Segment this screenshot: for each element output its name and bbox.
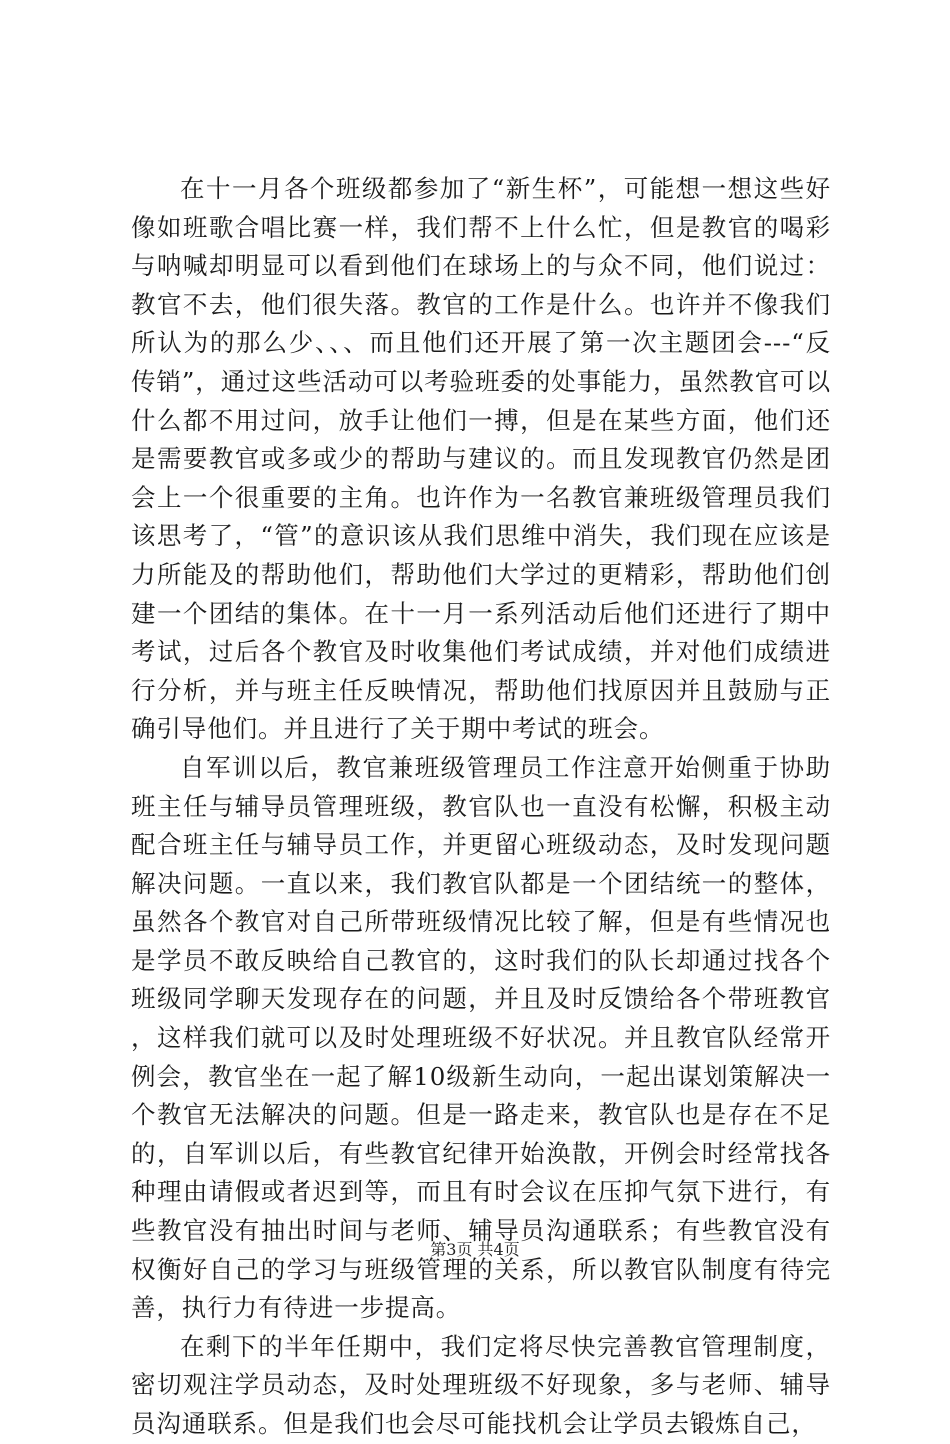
paragraph-2: 自军训以后，教官兼班级管理员工作注意开始侧重于协助班主任与辅导员管理班级，教官队也一直没有松懈，积极主动配合班主任与辅导员工作，并更留心班级动态，及时发现问题解决问题。一直以来，我们教官队都是一个团结统一的整体，虽然各个教官对自己所带班级情况比较了解，但是有些情况也是学员不敢反映给自己教官的，这时我们的队长却通过找各个班级同学聊天发现存在的问题，并且及时反馈给各个带班教官，这样我们就可以及时处理班级不好状况。并且教官队经常开例会，教官坐在一起了解10级新生动向，一起出谋划策解决一个教官无法解决的问题。但是一路走来，教官队也是存在不足的，自军训以后，有些教官纪律开始涣散，开例会时经常找各种理由请假或者迟到等，而且有时会议在压抑气氛下进行，有些教官没有抽出时间与老师、辅导员沟通联系；有些教官没有权衡好自己的学习与班级管理的关系，所以教官队制度有待完善，执行力有待进一步提高。 [131, 752, 831, 1323]
paragraph-1: 在十一月各个班级都参加了“新生杯”，可能想一想这些好像如班歌合唱比赛一样，我们帮不上什么忙，但是教官的喝彩与呐喊却明显可以看到他们在球场上的与众不同，他们说过：教官不去，他们很失落。教官的工作是什么。也许并不像我们所认为的那么少、、、而且他们还开展了第一次主题团会---“反传销”，通过这些活动可以考验班委的处事能力，虽然教官可以什么都不用过问，放手让他们一搏，但是在某些方面，他们还是需要教官或多或少的帮助与建议的。而且发现教官仍然是团会上一个很重要的主角。也许作为一名教官兼班级管理员我们该思考了，“管”的意识该从我们思维中消失，我们现在应该是力所能及的帮助他们，帮助他们大学过的更精彩，帮助他们创建一个团结的集体。在十一月一系列活动后他们还进行了期中考试，过后各个教官及时收集他们考试成绩，并对他们成绩进行分析，并与班主任反映情况，帮助他们找原因并且鼓励与正确引导他们。并且进行了关于期中考试的班会。 [131, 174, 831, 744]
paragraph-3: 在剩下的半年任期中，我们定将尽快完善教官管理制度，密切观注学员动态，及时处理班级不好现象，多与老师、辅导员沟通联系。但是我们也会尽可能找机会让学员去锻炼自己， [131, 1331, 831, 1438]
page-footer: 第3页 共4页 [430, 1240, 520, 1259]
